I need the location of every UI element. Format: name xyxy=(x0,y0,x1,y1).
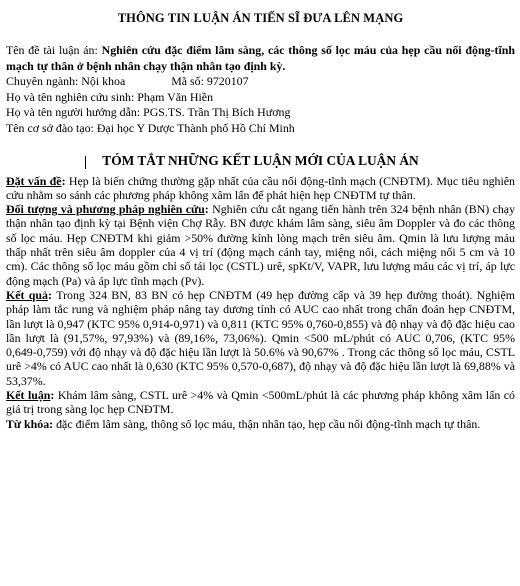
results-label: Kết quả xyxy=(6,287,48,302)
document-title: THÔNG TIN LUẬN ÁN TIẾN SĨ ĐƯA LÊN MẠNG xyxy=(117,11,404,25)
methods-label: Đối tượng và phương pháp nghiên cứu xyxy=(6,202,205,217)
text-cursor xyxy=(85,156,86,169)
methods-paragraph: Đối tượng và phương pháp nghiên cứu: Nghiên cứu cắt ngang tiến hành trên 324 bệnh nhân (BN) chạy thận nhân tạo định kỳ tại Bệnh viện Chợ Rẫy. BN được khám lâm sàng, siêu âm Doppler và đo các thông số lọc máu. Hẹp CNĐTM khi giảm >50% đường kính lòng mạch trên siêu âm. Qmin là lưu lượng máu thấp nhất trên siêu âm doppler của 4 vị trí (động mạch cánh tay, miệng nối, cách miệng nối 5 cm và 10 cm). Các thông số lọc máu gồm chỉ số tái lọc (CSTL) urê, spKt/V, VAPR, lưu lượng máu các vị trí, áp lực động mạch (Pa) và áp lực tĩnh mạch (Pv). xyxy=(6,202,516,288)
summary-body xyxy=(6,174,515,431)
thesis-label: Tên đề tài luận án: xyxy=(6,43,102,57)
background-paragraph: Đặt vấn đề: Hẹp là biến chứng thường gặp nhất của cầu nối động-tĩnh mạch (CNĐTM). Mục tiêu nghiên cứu nhằm so sánh các phương pháp không xâm lấn để phát hiện hẹp CNĐTM tự thân. xyxy=(6,173,515,202)
keywords-text: đặc điểm lâm sàng, thông số lọc máu, thận nhân tạo, hẹp cầu nối động-tĩnh mạch tự thân. xyxy=(56,416,481,431)
major: Chuyên ngành: Nội khoa xyxy=(6,74,126,89)
supervisor-line: Họ và tên người hướng dẫn: PGS.TS. Trần Thị Bích Hương xyxy=(6,105,291,120)
keywords-label: Từ khóa xyxy=(6,416,50,431)
conclusion-text: Khám lâm sàng, CSTL urê >4% và Qmin <500mL/phút là các phương pháp không xâm lấn có giá trị trong sàng lọc hẹp CNĐTM. xyxy=(6,388,515,417)
major-code: Mã số: 9720107 xyxy=(171,74,249,89)
thesis-title-line xyxy=(6,43,515,74)
student-line: Họ và tên nghiên cứu sinh: Phạm Văn Hiền xyxy=(6,89,214,104)
institution-line: Tên cơ sở đào tạo: Đại học Y Dược Thành phố Hồ Chí Minh xyxy=(6,120,295,135)
conclusion-label: Kết luận xyxy=(6,388,51,403)
keywords-paragraph: Từ khóa: đặc điểm lâm sàng, thông số lọc máu, thận nhân tạo, hẹp cầu nối động-tĩnh mạch tự thân. xyxy=(6,416,481,431)
results-paragraph: Kết quả: Trong 324 BN, 83 BN có hẹp CNĐTM (49 hẹp đường cấp và 39 hẹp đường thoát). Nghiệm pháp làm tắc rung và nghiệm pháp nâng tay dương tính có AUC cao nhất trong chẩn đoán hẹp CNĐTM, lần lượt là 0,947 (KTC 95% 0,914-0,971) và 0,811 (KTC 95% 0,760-0,855) và độ nhạy và độ đặc hiệu cao lần lượt là (91,57%, 97,93%) và (89,16%, 73,06%). Qmin <500 mL/phút có AUC 0,706, (KTC 95% 0,649-0,759) với độ nhạy và độ đặc hiệu lần lượt là 50.6% và 90,67% . Trong các thông số lọc máu, CSTL urê >4% có AUC cao nhất là 0,630 (KTC 95% 0,570-0,687), độ nhạy và độ đặc hiệu lần lượt là 69,88% và 53,37%. xyxy=(6,287,515,388)
thesis-title: Nghiên cứu đặc điểm lâm sàng, các thông số lọc máu của hẹp cầu nối động-tĩnh mạch tự thân ở bệnh nhân chạy thận nhân tạo định kỳ. xyxy=(6,43,515,73)
conclusion-paragraph: Kết luận: Khám lâm sàng, CSTL urê >4% và Qmin <500mL/phút là các phương pháp không xâm lấn có giá trị trong sàng lọc hẹp CNĐTM. xyxy=(6,388,515,417)
summary-title: TÓM TẮT NHỮNG KẾT LUẬN MỚI CỦA LUẬN ÁN xyxy=(102,152,419,168)
thesis-info xyxy=(6,43,515,137)
background-label: Đặt vấn đề xyxy=(6,173,62,188)
results-text: Trong 324 BN, 83 BN có hẹp CNĐTM (49 hẹp đường cấp và 39 hẹp đường thoát). Nghiệm pháp làm tắc rung và nghiệm pháp nâng tay dương tính có AUC cao nhất trong chẩn đoán hẹp CNĐTM, lần lượt là 0,947 (KTC 95% 0,914-0,971) và 0,811 (KTC 95% 0,760-0,855) và độ nhạy và độ đặc hiệu cao lần lượt là (91,57%, 97,93%) và (89,16%, 73,06%). Qmin <500 mL/phút có AUC 0,706, (KTC 95% 0,649-0,759) với độ nhạy và độ đặc hiệu lần lượt là 50.6% và 90,67% . Trong các thông số lọc máu, CSTL urê >4% có AUC cao nhất là 0,630 (KTC 95% 0,570-0,687), độ nhạy và độ đặc hiệu lần lượt là 69,88% và 53,37%. xyxy=(6,287,515,388)
major-line xyxy=(6,74,515,90)
methods-text: Nghiên cứu cắt ngang tiến hành trên 324 bệnh nhân (BN) chạy thận nhân tạo định kỳ tại Bệnh viện Chợ Rẫy. BN được khám lâm sàng, siêu âm Doppler và đo các thông số lọc máu. Hẹp CNĐTM khi giảm >50% đường kính lòng mạch trên siêu âm. Qmin là lưu lượng máu thấp nhất trên siêu âm doppler của 4 vị trí (động mạch cánh tay, miệng nối, cách miệng nối 5 cm và 10 cm). Các thông số lọc máu gồm chỉ số tái lọc (CSTL) urê, spKt/V, VAPR, lưu lượng máu các vị trí, áp lực động mạch (Pa) và áp lực tĩnh mạch (Pv). xyxy=(6,202,516,288)
background-text: Hẹp là biến chứng thường gặp nhất của cầu nối động-tĩnh mạch (CNĐTM). Mục tiêu nghiên cứu nhằm so sánh các phương pháp không xâm lấn để phát hiện hẹp CNĐTM tự thân. xyxy=(6,173,515,202)
